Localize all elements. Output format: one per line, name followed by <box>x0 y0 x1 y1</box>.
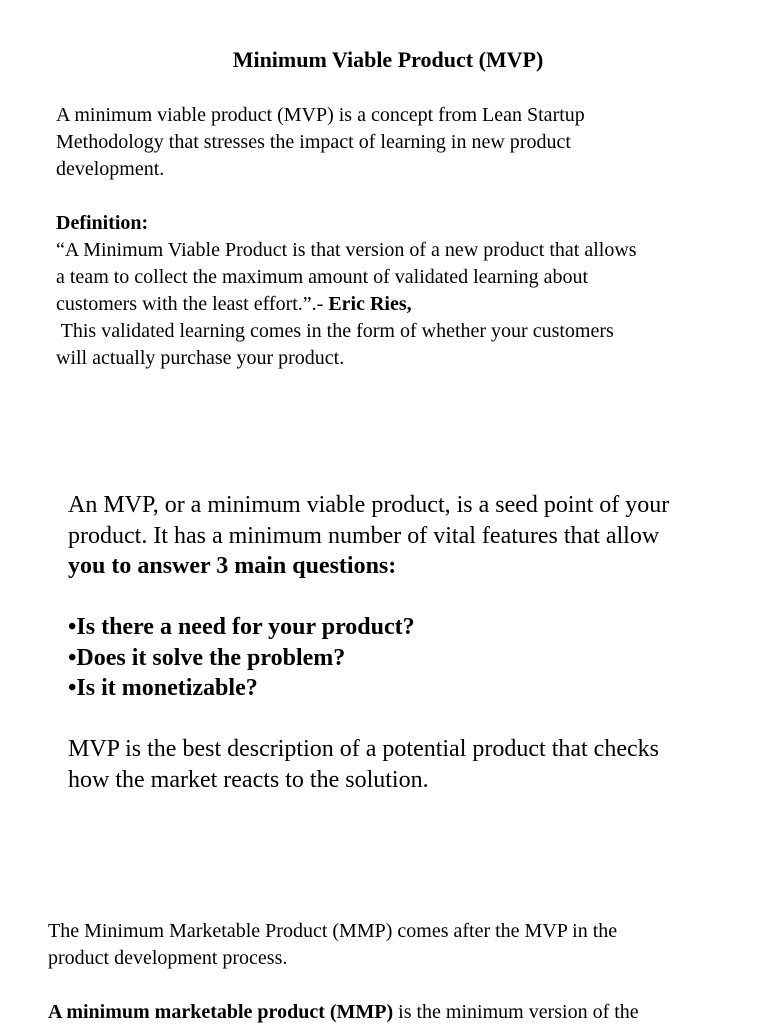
mmp-line: The Minimum Marketable Product (MMP) comes after the MVP in the <box>48 920 618 942</box>
questions-list <box>68 612 748 704</box>
mvp-line-bold: you to answer 3 main questions: <box>68 553 397 579</box>
quote-attribution: Eric Ries, <box>328 293 412 315</box>
intro-line: development. <box>56 158 165 180</box>
mmp-bold-term: A minimum marketable product (MMP) <box>48 1001 394 1023</box>
document-title: Minimum Viable Product (MVP) <box>232 47 544 72</box>
intro-line: Methodology that stresses the impact of learning in new product <box>56 131 571 153</box>
question-item: •Is there a need for your product? <box>68 614 415 640</box>
spacer <box>48 972 748 999</box>
mmp-section <box>48 918 748 1024</box>
mvp-section <box>68 490 748 795</box>
mvp-summary-line: how the market reacts to the solution. <box>68 766 429 793</box>
question-item: •Does it solve the problem? <box>68 644 346 671</box>
definition-quote-line <box>56 291 746 318</box>
mvp-summary-line: MVP is the best description of a potential product that checks <box>68 736 659 762</box>
mvp-line: An MVP, or a minimum viable product, is a seed point of your <box>68 492 670 518</box>
definition-follow-line: will actually purchase your product. <box>56 347 345 369</box>
question-item: •Is it monetizable? <box>68 675 258 701</box>
definition-follow-line: This validated learning comes in the form of whether your customers <box>56 320 614 342</box>
spacer <box>68 704 748 735</box>
definition-quote-end: customers with the least effort.”.- <box>56 293 329 315</box>
spacer <box>56 183 746 210</box>
spacer <box>68 582 748 613</box>
intro-section <box>56 102 746 372</box>
definition-quote-line: “A Minimum Viable Product is that version of a new product that allows <box>56 239 637 261</box>
mmp-continuation: is the minimum version of the <box>393 1001 639 1023</box>
definition-quote-line: a team to collect the maximum amount of validated learning about <box>56 266 589 288</box>
mvp-line: product. It has a minimum number of vital features that allow <box>68 522 660 549</box>
mmp-definition-line <box>48 999 748 1024</box>
definition-heading: Definition: <box>56 212 149 234</box>
mmp-line: product development process. <box>48 947 288 969</box>
intro-line: A minimum viable product (MVP) is a concept from Lean Startup <box>56 104 585 126</box>
